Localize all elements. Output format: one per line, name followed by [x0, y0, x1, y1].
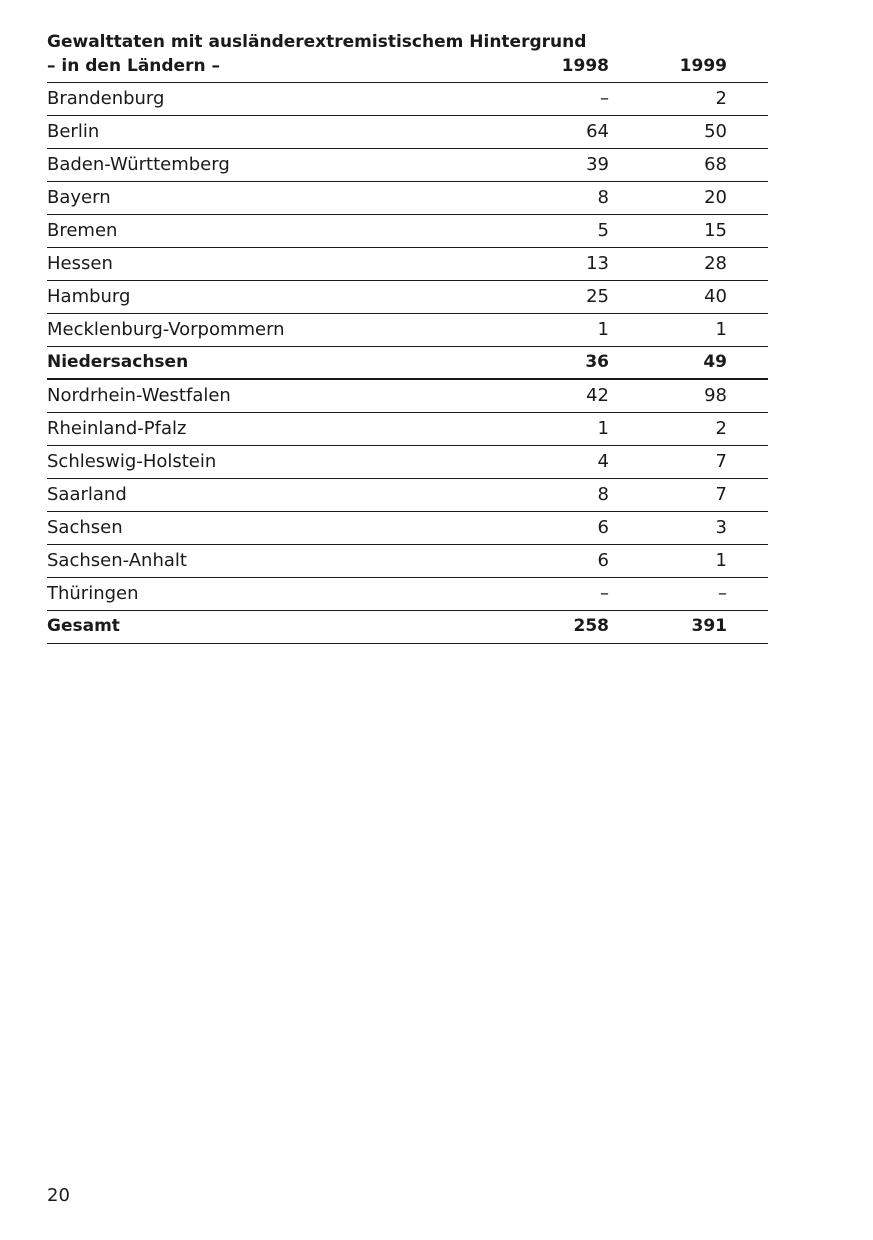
column-header-1998: 1998 [561, 56, 609, 76]
table-total-row [47, 611, 768, 644]
state-name: Bayern [47, 187, 111, 208]
value-1999: 1 [715, 550, 727, 571]
table-row [47, 380, 768, 413]
table-row [47, 446, 768, 479]
value-1998: – [600, 583, 609, 604]
state-name: Hessen [47, 253, 113, 274]
value-1999: 7 [715, 451, 727, 472]
value-1999: 28 [704, 253, 727, 274]
table-row [47, 545, 768, 578]
value-1998: 13 [586, 253, 609, 274]
table-row [47, 83, 768, 116]
value-1999: 2 [715, 418, 727, 439]
table-row [47, 578, 768, 611]
value-1999: 50 [704, 121, 727, 142]
state-name: Schleswig-Holstein [47, 451, 217, 472]
value-1998: 1 [597, 418, 609, 439]
value-1999: 3 [715, 517, 727, 538]
state-name: Sachsen-Anhalt [47, 550, 187, 571]
table-row [47, 281, 768, 314]
value-1998: 1 [597, 319, 609, 340]
statistics-table [47, 30, 768, 644]
total-label: Gesamt [47, 616, 120, 636]
value-1999: 2 [715, 88, 727, 109]
state-name: Berlin [47, 121, 100, 142]
value-1998: 6 [597, 517, 609, 538]
table-row [47, 314, 768, 347]
table-subtitle: – in den Ländern – [47, 56, 220, 76]
table-row [47, 479, 768, 512]
page-number: 20 [47, 1185, 70, 1206]
state-name: Rheinland-Pfalz [47, 418, 187, 439]
state-name: Brandenburg [47, 88, 165, 109]
state-name: Hamburg [47, 286, 131, 307]
value-1998: 25 [586, 286, 609, 307]
value-1998: 39 [586, 154, 609, 175]
value-1998: 4 [597, 451, 609, 472]
table-header [47, 30, 768, 83]
value-1998: 64 [586, 121, 609, 142]
value-1999: – [718, 583, 727, 604]
table-row-highlighted [47, 347, 768, 380]
value-1999: 7 [715, 484, 727, 505]
column-header-1999: 1999 [679, 56, 727, 76]
value-1999: 98 [704, 385, 727, 406]
state-name: Mecklenburg-Vorpommern [47, 319, 285, 340]
table-title: Gewalttaten mit ausländerextremistischem Hintergrund [47, 32, 587, 52]
value-1999: 49 [703, 352, 727, 372]
table-row [47, 149, 768, 182]
value-1998: 8 [597, 484, 609, 505]
value-1998: 8 [597, 187, 609, 208]
table-row [47, 413, 768, 446]
state-name: Thüringen [47, 583, 139, 604]
table-row [47, 248, 768, 281]
value-1998: 6 [597, 550, 609, 571]
state-name: Baden-Württemberg [47, 154, 230, 175]
state-name: Niedersachsen [47, 352, 189, 372]
state-name: Bremen [47, 220, 118, 241]
value-1998: – [600, 88, 609, 109]
value-1999: 68 [704, 154, 727, 175]
value-1999: 15 [704, 220, 727, 241]
total-1998: 258 [573, 616, 609, 636]
value-1999: 20 [704, 187, 727, 208]
table-row [47, 182, 768, 215]
table-row [47, 512, 768, 545]
table-row [47, 116, 768, 149]
state-name: Saarland [47, 484, 127, 505]
total-1999: 391 [691, 616, 727, 636]
value-1999: 40 [704, 286, 727, 307]
table-row [47, 215, 768, 248]
value-1999: 1 [715, 319, 727, 340]
value-1998: 5 [597, 220, 609, 241]
value-1998: 36 [585, 352, 609, 372]
state-name: Nordrhein-Westfalen [47, 385, 231, 406]
state-name: Sachsen [47, 517, 123, 538]
value-1998: 42 [586, 385, 609, 406]
